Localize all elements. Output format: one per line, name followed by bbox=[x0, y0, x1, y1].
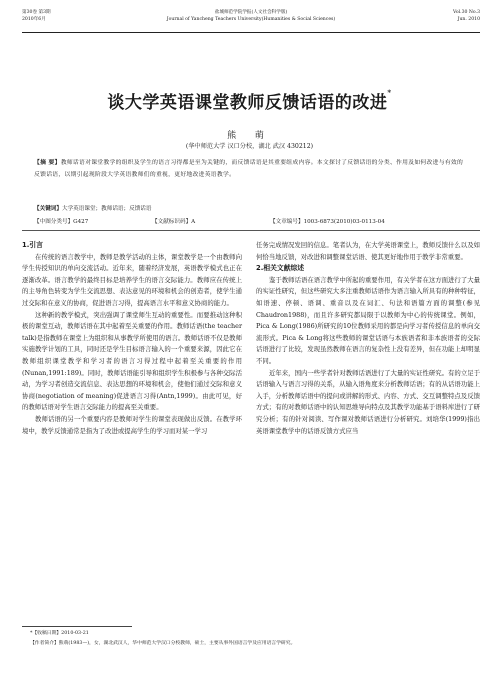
issue-date: 2010年6月 bbox=[22, 17, 46, 22]
title-footnote-mark: * bbox=[387, 88, 392, 97]
section-heading: 1.引言 bbox=[22, 241, 43, 249]
section-rule bbox=[22, 230, 480, 231]
abstract-text: 教师话语对课堂教学的组织及学生的语言习得都是至为关键的，而反馈话语是其重要组成内容。本文探讨了反馈话语的分类、作用及如何改进与有效的反馈话语，以期引起现阶段大学英语教师们的重视，更好地改进英语教学。 bbox=[34, 160, 464, 178]
body-column-left bbox=[22, 240, 242, 437]
body-paragraph: 教师话语的另一个重要内容是教师对学生的课堂表现做出反馈。在教学环境中，教学反馈通常是指为了改进或提高学生的学习而对某一学习 bbox=[22, 414, 242, 435]
section-heading: 2.相关文献综述 bbox=[256, 264, 305, 273]
journal-name-en: Journal of Yancheng Teachers University(Humanities & Social Sciences) bbox=[166, 17, 336, 22]
keywords-text: 大学英语课堂；教师话语；反馈话语 bbox=[61, 206, 152, 212]
body-paragraph: 这种新的教学模式，突出强调了课堂师生互动的重要性。而要推动这种积极的课堂互动，教师话语在其中起着至关重要的作用。教师话语(the teacher talk)是指教师在课堂上为组织和从事教学所使用的语言。教师话语不仅是教师实施教学计划的工具，同时还是学生目标语言输入的一个重要来源，因此它在教师组织课堂教学和学习者的语言习得过程中起着至关重要的作用(Nunan,1991:189)。同时，教师话语能引导和组织学生积极参与各种交际活动，为学习者创造交流信息、表达思想的环境和机会，使他们通过交际和意义协商(negotiation of meaning)促进语言习得(Antn,1999)。由此可见，好的教师话语对学生语言交际能力的提高至关重要。 bbox=[22, 310, 242, 412]
classification-line bbox=[34, 217, 466, 225]
keywords bbox=[34, 204, 466, 212]
document-code: 【文献标识码】A bbox=[152, 219, 196, 225]
volume-issue: 第30卷 第3期 bbox=[22, 10, 51, 15]
author-name: 熊 萌 bbox=[227, 131, 272, 141]
clc-number: 【中图分类号】G427 bbox=[34, 219, 89, 225]
article-id: 【文章编号】1003-6873(2010)03-0113-04 bbox=[270, 219, 385, 225]
body-paragraph: 近年来，国内一些学者针对教师话语进行了大量的实证性研究。有的立足于话语输入与语言习得的关系，从输入语角度来分析教师话语；有的从话语功能上入手，分析教师话语中的提问或讲解的形式、内容、方式、交互调整特点及反馈方式；有的对教师话语中的认知思维导向特点及其教学功能基于语料库进行了研究分析；有的针对阅读、写作课对教师话语进行分析研究。刘培华(1999)指出英语课堂教学中的话语反馈方式应当 bbox=[256, 368, 480, 435]
footnote-rule bbox=[22, 626, 132, 627]
body-paragraph: 任务完成情况发回的信息。笔者认为，在大学英语课堂上，教师反馈什么以及如何恰当地反馈，对改进和调整课堂话语、使其更好地作用于教学非常重要。 bbox=[256, 241, 480, 261]
footnote-author-info: 【作者简介】熊萌(1983—)，女，湖北武汉人，华中师范大学汉口分校教师，硕士，主要从事外国语言学及应用语言学研究。 bbox=[30, 641, 296, 646]
title-text: 谈大学英语课堂教师反馈话语的改进 bbox=[107, 93, 388, 113]
vol-no-en: Vol.30 No.3 bbox=[453, 10, 480, 15]
footnote-received: *【收稿日期】2010-03-21 bbox=[30, 631, 89, 636]
keywords-label: 【关键词】 bbox=[34, 206, 62, 212]
running-header bbox=[22, 9, 480, 31]
body-paragraph: 鉴于教师话语在语言教学中所起的重要作用，有关学者在这方面进行了大量的实证性研究，但这些研究大多注重教师话语作为语言输入所具有的种种特征，如语速、停顿、语调、重音以及在词汇、句法和语篇方面的调整(参见Chaudron1988)，而且许多研究都局限于以教师为中心的传统课堂。例如，Pica & Long(1986)所研究的10位教师采用的都是向学习者传授信息的单向交流形式。Pica & Long将这些教师的课堂话语与本族语者和非本族语者的交际话语进行了比较，发现虽然教师在语言的复杂性上没有差异，但在功能上却明显不同。 bbox=[256, 275, 480, 365]
abstract-label: 【摘 要】 bbox=[34, 160, 61, 166]
header-vol-en bbox=[453, 9, 480, 23]
body-paragraph: 在传统的语言教学中，教师是教学活动的主体，课堂教学是一个由教师向学生传授知识的单向交流活动。近年来，随着经济发展，英语教学模式也正在逐渐改革。语言教学的最终目标是培养学生的语言交际能力。教师应在传统上的主导角色转变为学生交流思想、表达意见的环境和机会的创造者，使学生通过交际和在意义的协商，促进语言习得，提高语言水平和意义协商的能力。 bbox=[22, 252, 242, 307]
paper-title bbox=[0, 88, 499, 113]
header-rule bbox=[22, 32, 480, 33]
date-en: Jun. 2010 bbox=[457, 17, 480, 22]
header-journal bbox=[22, 9, 480, 23]
author-affiliation: (华中师范大学 汉口分校，湖北 武汉 430212) bbox=[185, 143, 314, 150]
abstract bbox=[34, 158, 466, 181]
body-column-right bbox=[256, 240, 480, 437]
journal-name-cn: 盐城师范学院学报(人文社会科学版) bbox=[214, 10, 288, 15]
